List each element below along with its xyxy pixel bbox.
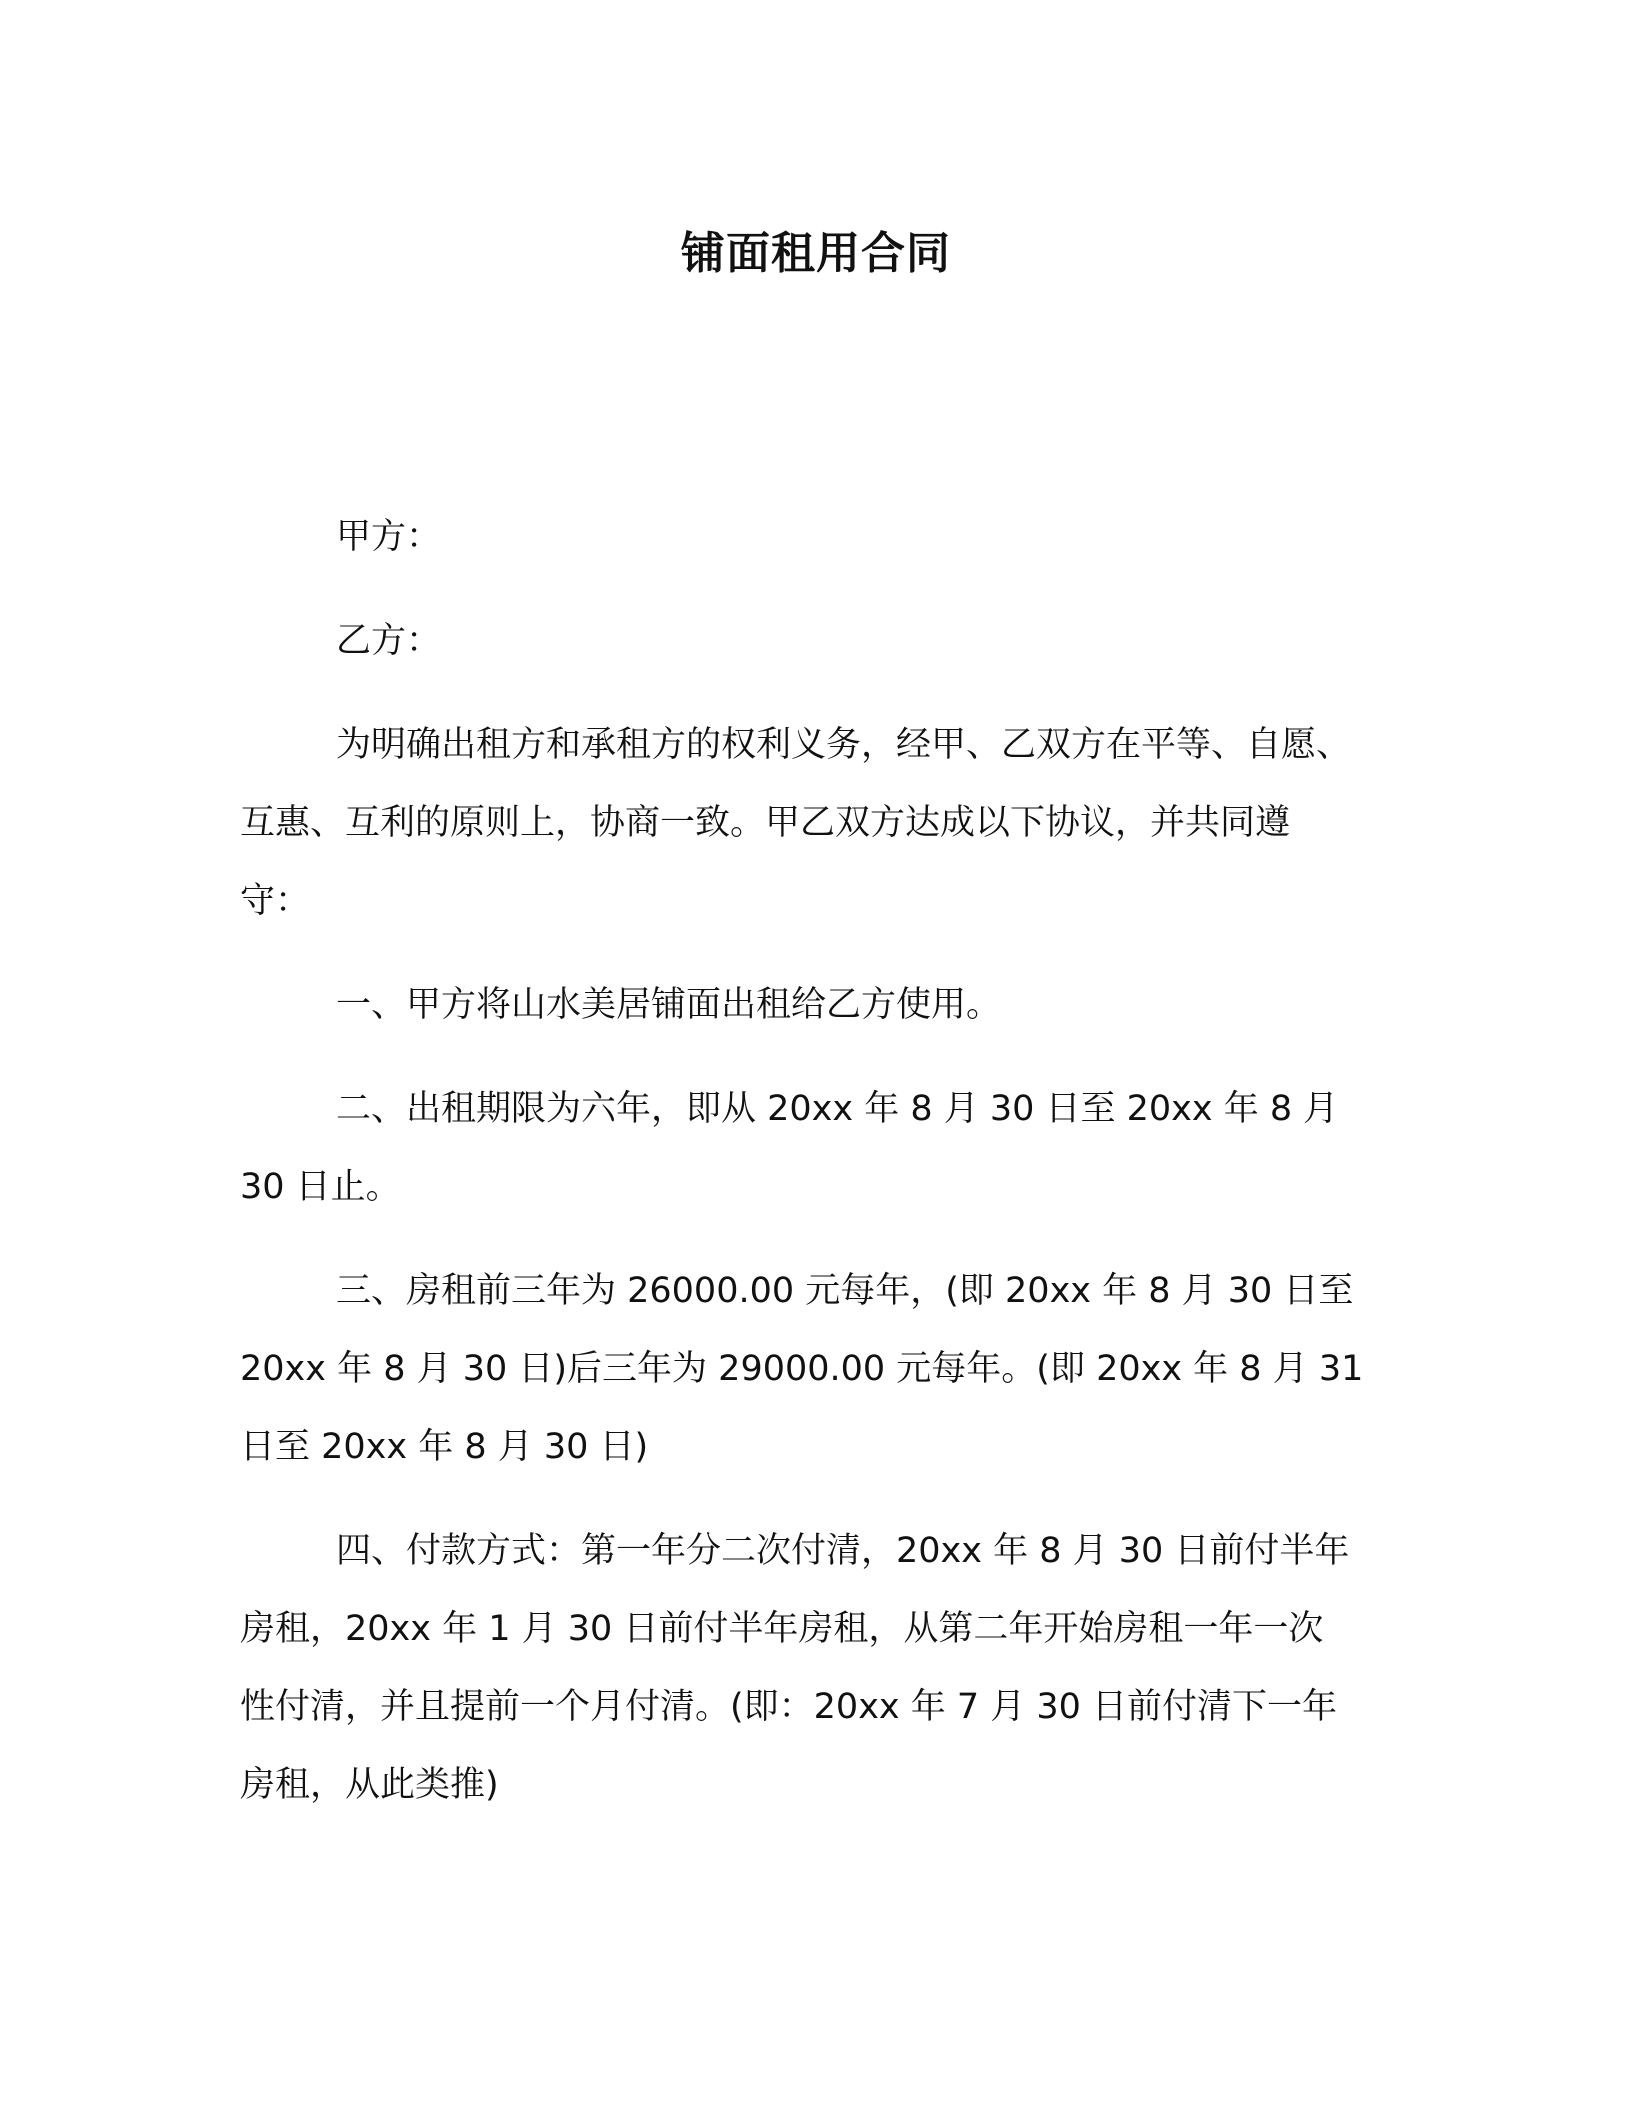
party-b-label: 乙方： <box>336 621 442 661</box>
clause-1-paragraph: 一、甲方将山水美居铺面出租给乙方使用。 <box>336 985 1002 1025</box>
clause-4-paragraph: 四、付款方式：第一年分二次付清，20xx 年 8 月 30 日前付半年 房租，20xx 年 1 月 30 日前付半年房租，从第二年开始房租一年一次 性付清，并且提前一个月付清。(即：20xx 年 7 月 30 日前付清下一年 房租，从此类推) <box>240 1531 1350 1805</box>
contract-intro-paragraph: 为明确出租方和承租方的权利义务，经甲、乙双方在平等、自愿、 互惠、互利的原则上，协商一致。甲乙双方达成以下协议，并共同遵 守： <box>240 725 1352 921</box>
clause-3-paragraph: 三、房租前三年为 26000.00 元每年，(即 20xx 年 8 月 30 日至 20xx 年 8 月 30 日)后三年为 29000.00 元每年。(即 20xx 年 8 月 31 日至 20xx 年 8 月 30 日) <box>240 1271 1364 1467</box>
document-body <box>240 498 1400 1850</box>
party-a-label: 甲方： <box>336 517 442 557</box>
document-title: 铺面租用合同 <box>681 228 951 279</box>
clause-2-paragraph: 二、出租期限为六年，即从 20xx 年 8 月 30 日至 20xx 年 8 月 30 日止。 <box>240 1089 1339 1207</box>
